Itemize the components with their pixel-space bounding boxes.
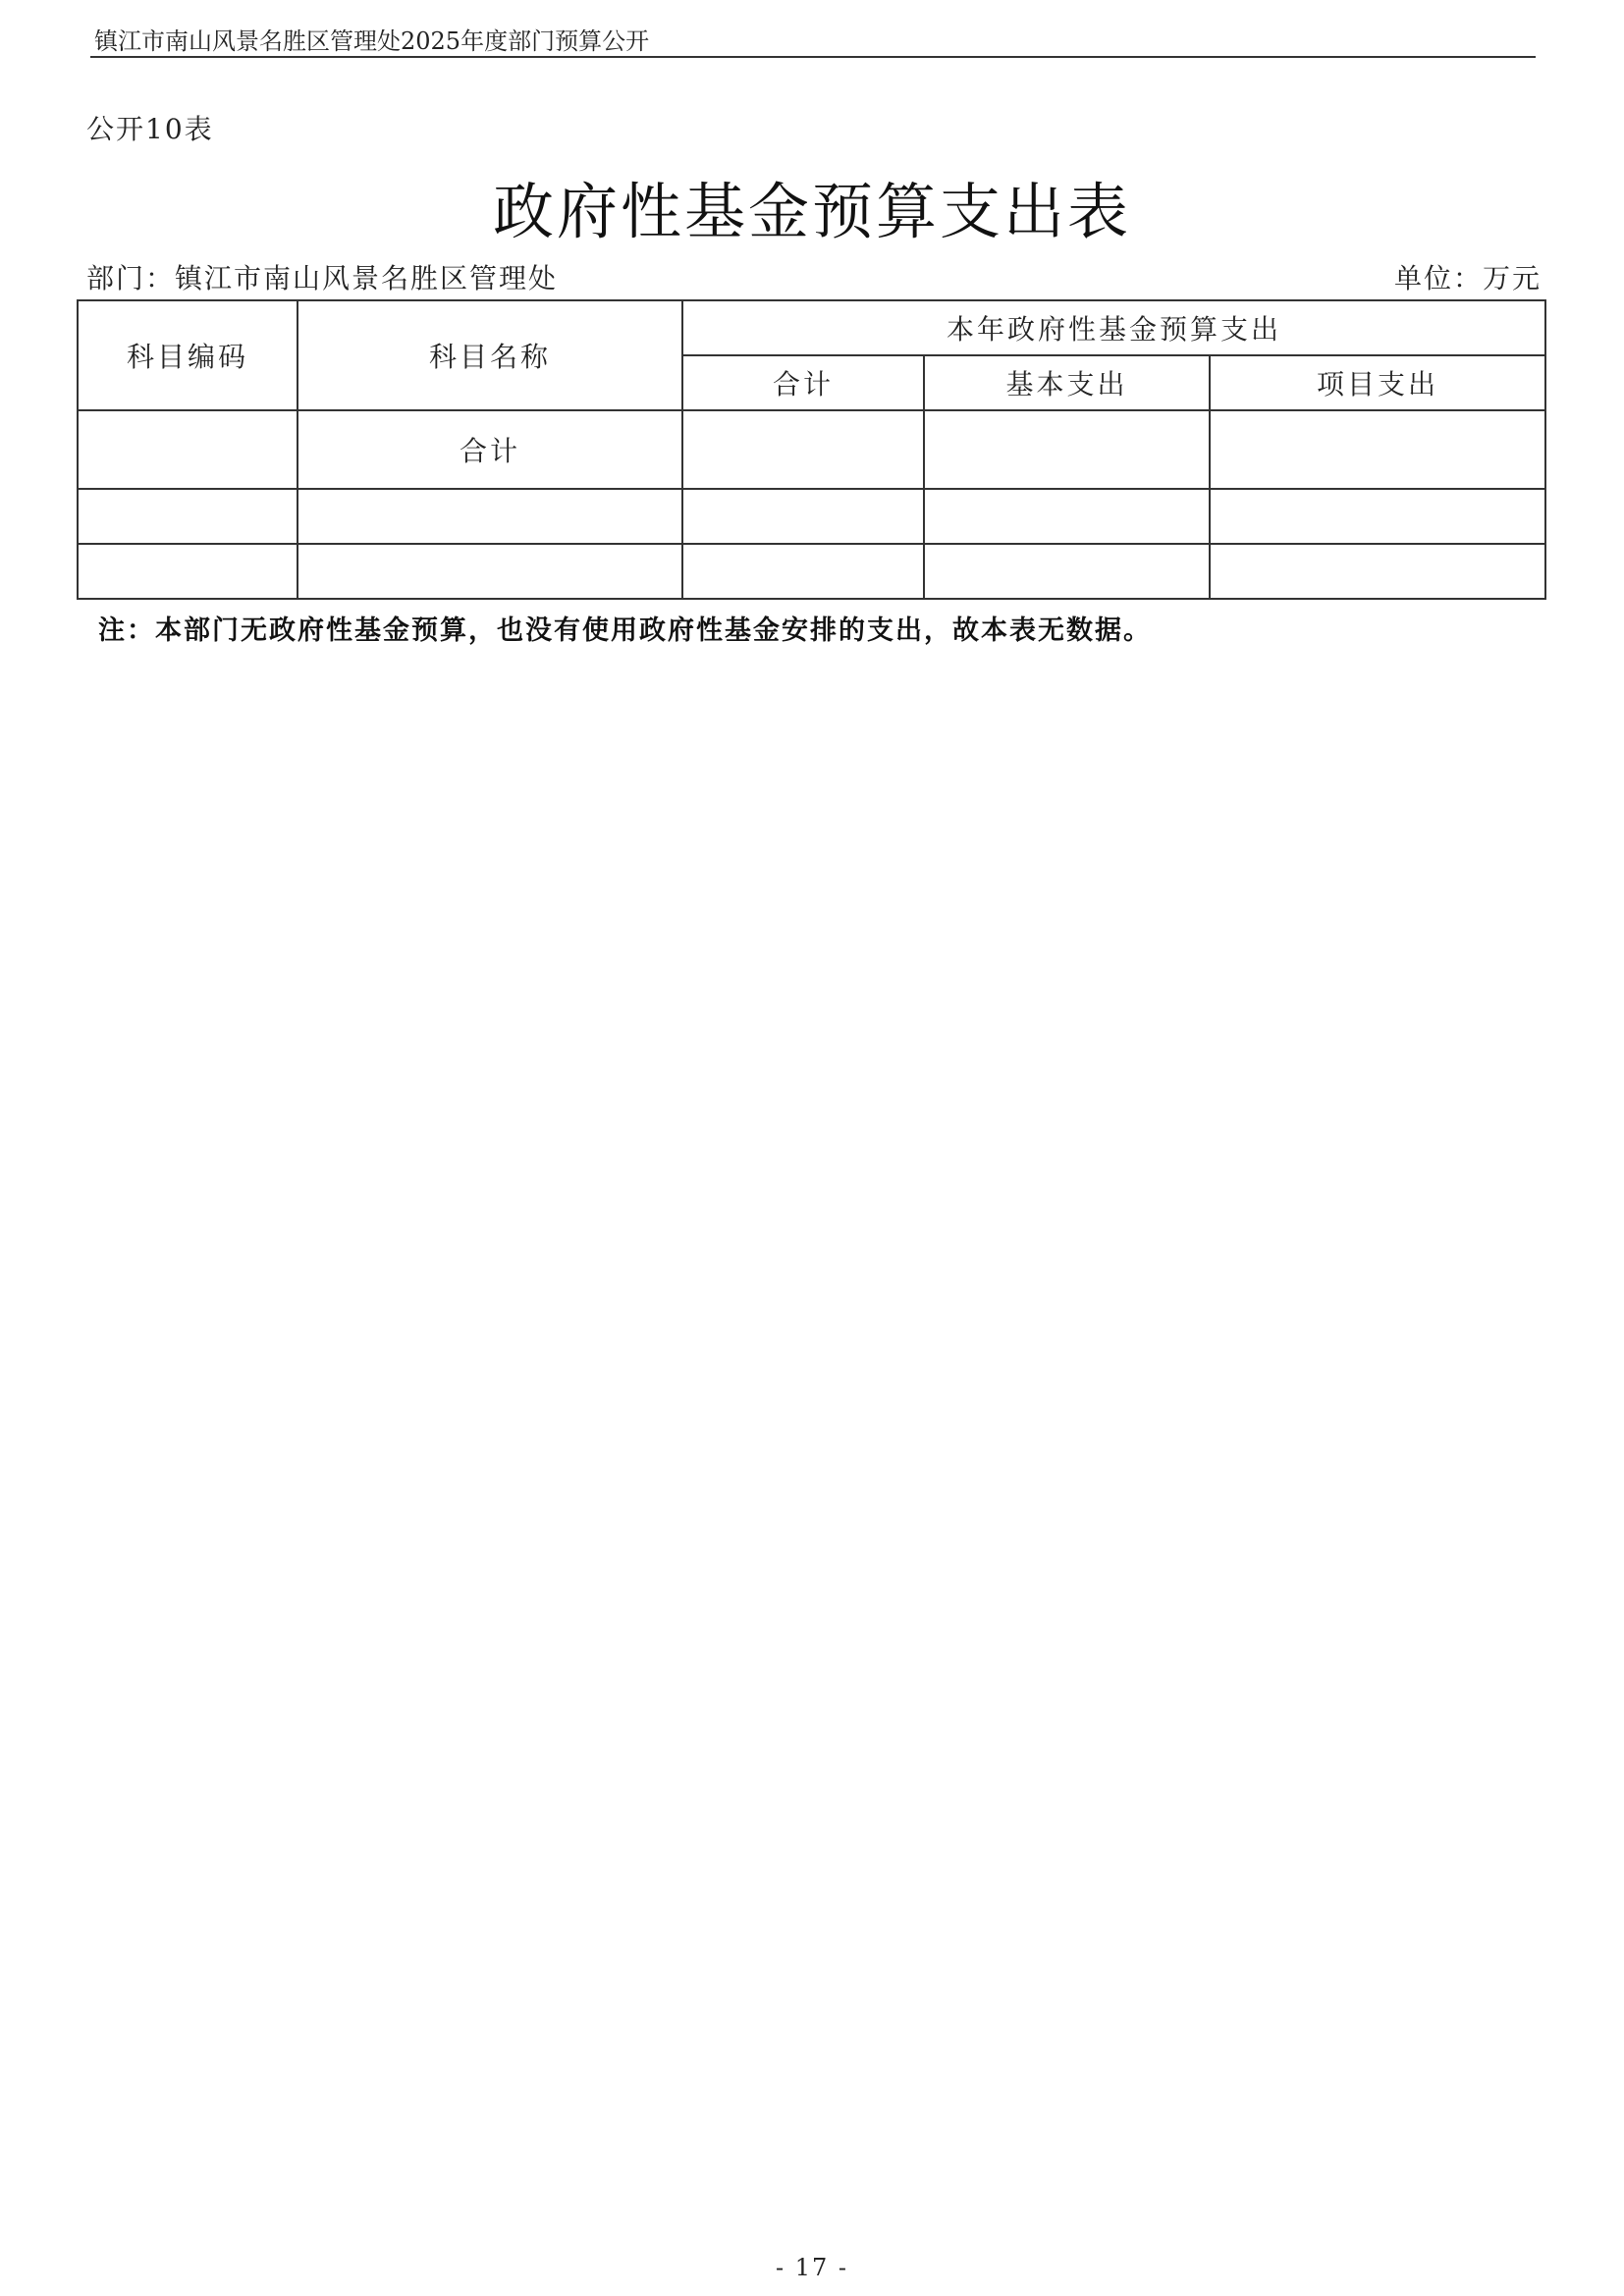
cell-total [682,410,924,489]
header-basic: 基本支出 [924,355,1210,410]
table-row [78,410,1545,489]
cell-code [78,544,298,599]
budget-table [77,299,1546,600]
page-title: 政府性基金预算支出表 [492,176,1131,247]
cell-name: 合计 [298,410,682,489]
department-label: 部门：镇江市南山风景名胜区管理处 [86,262,559,294]
page-number: - 17 - [775,2254,848,2281]
header-rule [90,56,1536,58]
cell-basic [924,544,1210,599]
header-name: 科目名称 [298,300,682,410]
table-code: 公开10表 [86,113,214,145]
cell-project [1210,544,1545,599]
cell-basic [924,489,1210,544]
cell-project [1210,410,1545,489]
unit-label: 单位：万元 [1393,262,1542,294]
table-row [78,544,1545,599]
table-note: 注：本部门无政府性基金预算，也没有使用政府性基金安排的支出，故本表无数据。 [98,615,1152,646]
header-project: 项目支出 [1210,355,1545,410]
cell-total [682,544,924,599]
header-code: 科目编码 [78,300,298,410]
running-header: 镇江市南山风景名胜区管理处2025年度部门预算公开 [94,27,650,55]
cell-code [78,489,298,544]
cell-name [298,489,682,544]
cell-basic [924,410,1210,489]
header-total: 合计 [682,355,924,410]
header-row-1 [78,300,1545,355]
cell-total [682,489,924,544]
cell-project [1210,489,1545,544]
cell-name [298,544,682,599]
header-group: 本年政府性基金预算支出 [682,300,1545,355]
cell-code [78,410,298,489]
table-row [78,489,1545,544]
